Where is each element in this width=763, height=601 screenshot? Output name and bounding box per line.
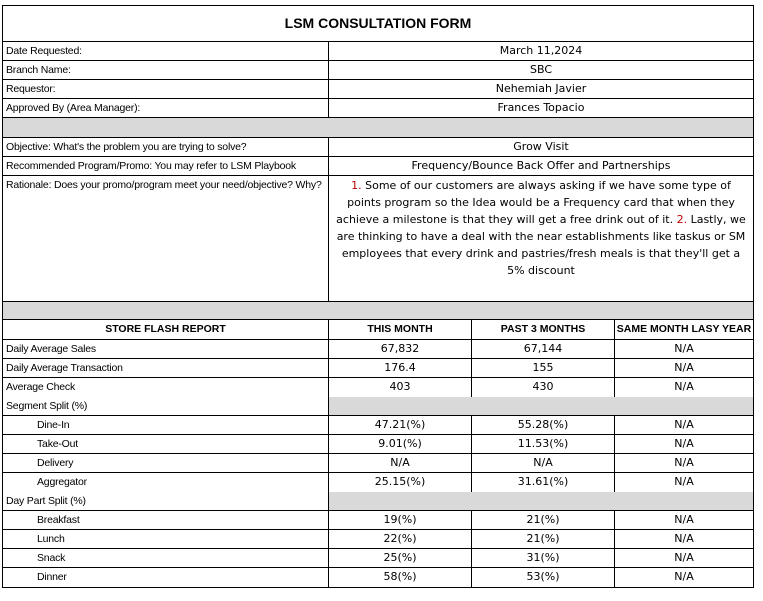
spacer-row bbox=[3, 302, 753, 320]
objective-label: Objective: What's the problem you are trying to solve? bbox=[3, 138, 329, 156]
table-row bbox=[3, 378, 753, 397]
daypart-metrics bbox=[3, 511, 753, 587]
past-3-months-value: 155 bbox=[472, 359, 615, 377]
same-month-last-year-value: N/A bbox=[674, 532, 694, 545]
segment-title: Segment Split (%) bbox=[3, 397, 329, 415]
row-label: Average Check bbox=[3, 378, 329, 397]
table-row bbox=[3, 359, 753, 378]
table-row bbox=[3, 511, 753, 530]
this-month-value: 19(%) bbox=[329, 511, 472, 529]
table-row bbox=[3, 530, 753, 549]
same-month-last-year-value: N/A bbox=[674, 570, 694, 583]
past-3-months-value: 55.28(%) bbox=[472, 416, 615, 434]
past-3-months-value: 430 bbox=[472, 378, 615, 397]
this-month-value: 403 bbox=[329, 378, 472, 397]
daypart-title: Day Part Split (%) bbox=[3, 492, 329, 510]
table-row bbox=[3, 435, 753, 454]
form-title: LSM CONSULTATION FORM bbox=[284, 15, 472, 31]
field-row-date bbox=[3, 42, 753, 61]
field-value: SBC bbox=[529, 63, 553, 76]
col-header-this-month: THIS MONTH bbox=[329, 320, 472, 339]
same-month-last-year-value: N/A bbox=[674, 551, 694, 564]
this-month-value: 25(%) bbox=[329, 549, 472, 567]
row-label: Take-Out bbox=[3, 435, 329, 453]
rationale-number-2: 2. bbox=[676, 213, 688, 226]
this-month-value: 176.4 bbox=[329, 359, 472, 377]
rationale-number-1: 1. bbox=[351, 179, 362, 192]
objective-row bbox=[3, 138, 753, 157]
field-value: Frances Topacio bbox=[497, 101, 585, 114]
title-row bbox=[3, 6, 753, 42]
segment-title-row bbox=[3, 397, 753, 416]
col-header-past-3-months: PAST 3 MONTHS bbox=[472, 320, 615, 339]
past-3-months-value: 67,144 bbox=[472, 340, 615, 358]
spacer-row bbox=[3, 118, 753, 138]
past-3-months-value: 21(%) bbox=[472, 511, 615, 529]
field-row-requestor bbox=[3, 80, 753, 99]
rationale-label: Rationale: Does your promo/program meet your need/objective? Why? bbox=[3, 176, 329, 301]
table-row bbox=[3, 549, 753, 568]
this-month-value: 9.01(%) bbox=[329, 435, 472, 453]
this-month-value: 25.15(%) bbox=[329, 473, 472, 492]
rationale-point-1: Some of our customers are always asking if we have some type of points program so the Idea would be a Frequency card that when they achieve a milestone is that they will get a free drink out of it. bbox=[336, 179, 735, 226]
past-3-months-value: 53(%) bbox=[472, 568, 615, 587]
row-label: Snack bbox=[3, 549, 329, 567]
row-label: Lunch bbox=[3, 530, 329, 548]
recommended-row bbox=[3, 157, 753, 176]
this-month-value: 67,832 bbox=[329, 340, 472, 358]
report-title: STORE FLASH REPORT bbox=[3, 320, 329, 339]
daypart-title-fill bbox=[329, 492, 753, 510]
objective-value: Grow Visit bbox=[513, 140, 569, 153]
this-month-value: 22(%) bbox=[329, 530, 472, 548]
top-metrics bbox=[3, 340, 753, 397]
recommended-value: Frequency/Bounce Back Offer and Partnerships bbox=[411, 159, 671, 172]
table-row bbox=[3, 416, 753, 435]
row-label: Dine-In bbox=[3, 416, 329, 434]
field-label: Branch Name: bbox=[3, 61, 329, 79]
col-header-same-month-last-year: SAME MONTH LASY YEAR bbox=[616, 323, 752, 335]
row-label: Dinner bbox=[3, 568, 329, 587]
same-month-last-year-value: N/A bbox=[674, 437, 694, 450]
field-label: Date Requested: bbox=[3, 42, 329, 60]
rationale-row bbox=[3, 176, 753, 302]
field-label: Requestor: bbox=[3, 80, 329, 98]
segment-title-fill bbox=[329, 397, 753, 415]
field-value: Nehemiah Javier bbox=[495, 82, 587, 95]
table-row bbox=[3, 568, 753, 587]
same-month-last-year-value: N/A bbox=[674, 380, 694, 393]
this-month-value: 47.21(%) bbox=[329, 416, 472, 434]
field-row-approver bbox=[3, 99, 753, 118]
report-header-row bbox=[3, 320, 753, 340]
field-value: March 11,2024 bbox=[499, 44, 583, 57]
table-row bbox=[3, 473, 753, 492]
same-month-last-year-value: N/A bbox=[674, 342, 694, 355]
past-3-months-value: 31.61(%) bbox=[472, 473, 615, 492]
consultation-form bbox=[2, 5, 754, 588]
segment-metrics bbox=[3, 416, 753, 492]
row-label: Daily Average Transaction bbox=[3, 359, 329, 377]
row-label: Breakfast bbox=[3, 511, 329, 529]
same-month-last-year-value: N/A bbox=[674, 513, 694, 526]
rationale-point-2: Lastly, we are thinking to have a deal with the near establishments like taskus or SM employees that every drink and pastries/fresh meals is that they'll get a 5% discount bbox=[336, 213, 746, 277]
recommended-label: Recommended Program/Promo: You may refer to LSM Playbook bbox=[3, 157, 329, 175]
field-row-branch bbox=[3, 61, 753, 80]
past-3-months-value: 21(%) bbox=[472, 530, 615, 548]
past-3-months-value: 31(%) bbox=[472, 549, 615, 567]
row-label: Delivery bbox=[3, 454, 329, 472]
daypart-title-row bbox=[3, 492, 753, 511]
same-month-last-year-value: N/A bbox=[674, 475, 694, 488]
same-month-last-year-value: N/A bbox=[674, 361, 694, 374]
same-month-last-year-value: N/A bbox=[674, 456, 694, 469]
same-month-last-year-value: N/A bbox=[674, 418, 694, 431]
past-3-months-value: N/A bbox=[472, 454, 615, 472]
row-label: Aggregator bbox=[3, 473, 329, 492]
field-label: Approved By (Area Manager): bbox=[3, 99, 329, 117]
spacer bbox=[3, 118, 753, 137]
row-label: Daily Average Sales bbox=[3, 340, 329, 358]
past-3-months-value: 11.53(%) bbox=[472, 435, 615, 453]
table-row bbox=[3, 454, 753, 473]
rationale-text bbox=[329, 176, 753, 301]
this-month-value: 58(%) bbox=[329, 568, 472, 587]
table-row bbox=[3, 340, 753, 359]
this-month-value: N/A bbox=[329, 454, 472, 472]
spacer bbox=[3, 302, 753, 319]
